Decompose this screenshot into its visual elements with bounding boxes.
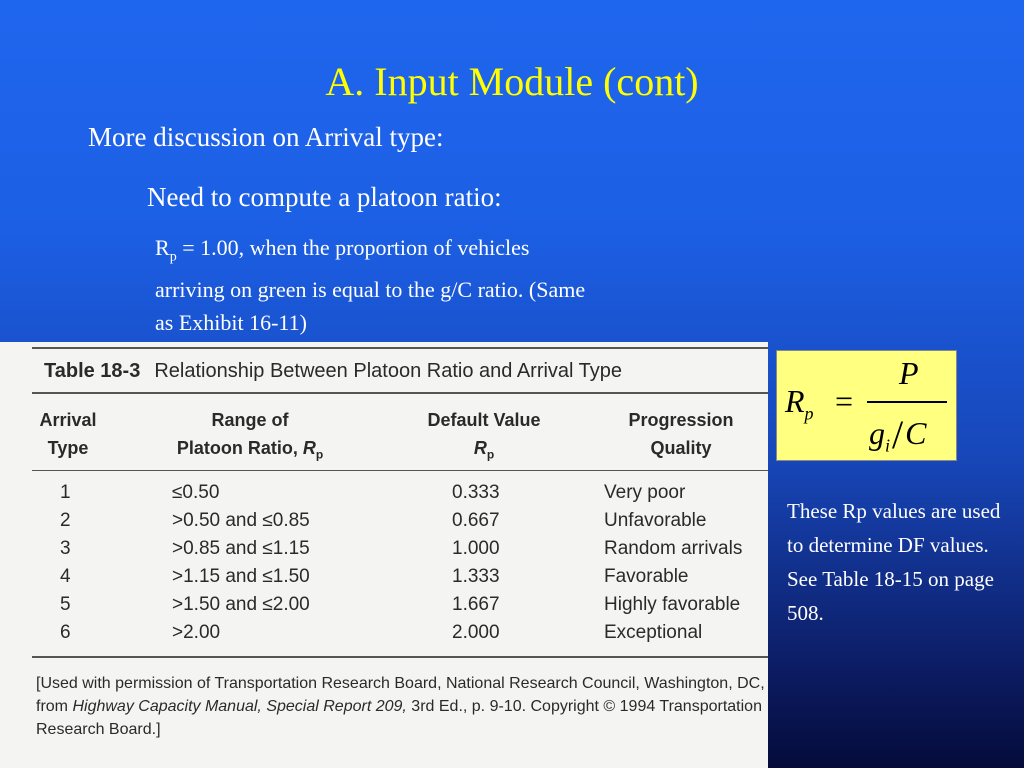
rp-subscript: p <box>169 249 177 265</box>
table-row: 2 >0.50 and ≤0.85 0.667 Unfavorable <box>60 510 707 531</box>
column-header-range: Range of Platoon Ratio, $R_p$ <box>176 410 324 462</box>
column-header-arrival-type: Arrival Type <box>39 410 97 458</box>
formula-lhs: $R_p$ <box>785 383 814 424</box>
table-body-rule <box>32 470 768 471</box>
column-header-default-value: Default Value $R_p$ <box>427 410 541 462</box>
formula-denominator: $g_i/C$ <box>869 412 927 457</box>
table-body <box>0 482 768 650</box>
rp-definition-text <box>155 231 595 339</box>
table-row: 4 >1.15 and ≤1.50 1.333 Favorable <box>60 566 689 587</box>
table-caption <box>44 360 622 383</box>
table-top-rule <box>32 347 768 349</box>
platoon-ratio-formula <box>776 350 957 461</box>
rp-definition-rest: = 1.00, when the proportion of vehicles arriving on green is equal to the g/C ratio. (Same as Exhibit 16-11) <box>155 235 586 336</box>
table-scan-image <box>0 342 768 768</box>
slide-title: A. Input Module (cont) <box>325 59 699 104</box>
side-note: These Rp values are used to determine DF values. See Table 18-15 on page 508. <box>787 499 1001 625</box>
rp-symbol: R <box>155 235 170 260</box>
table-title: Relationship Between Platoon Ratio and Arrival Type <box>154 360 623 382</box>
table-row: 6 >2.00 2.000 Exceptional <box>60 622 703 643</box>
table-footnote: [Used with permission of Transportation Research Board, National Research Council, Washington, DC, from Highway Capacity Manual, Special Report 209, 3rd Ed., p. 9-10. Copyright © 1994 Transportation Research Board.] <box>36 675 765 738</box>
column-header-progression-quality: Progression Quality <box>628 410 734 458</box>
table-label: Table 18-3 <box>44 360 141 382</box>
table-header-rule <box>32 392 768 394</box>
platoon-ratio-text: Need to compute a platoon ratio: <box>147 182 502 212</box>
table-row: 3 >0.85 and ≤1.15 1.000 Random arrivals <box>60 538 743 559</box>
discussion-text: More discussion on Arrival type: <box>88 122 444 152</box>
table-row: 5 >1.50 and ≤2.00 1.667 Highly favorable <box>60 594 741 615</box>
formula-numerator: P <box>899 355 919 391</box>
table-bottom-rule <box>32 656 768 658</box>
table-row: 1 ≤0.50 0.333 Very poor <box>60 482 686 503</box>
formula-fraction-bar <box>867 401 947 403</box>
formula-equals: = <box>835 383 854 419</box>
